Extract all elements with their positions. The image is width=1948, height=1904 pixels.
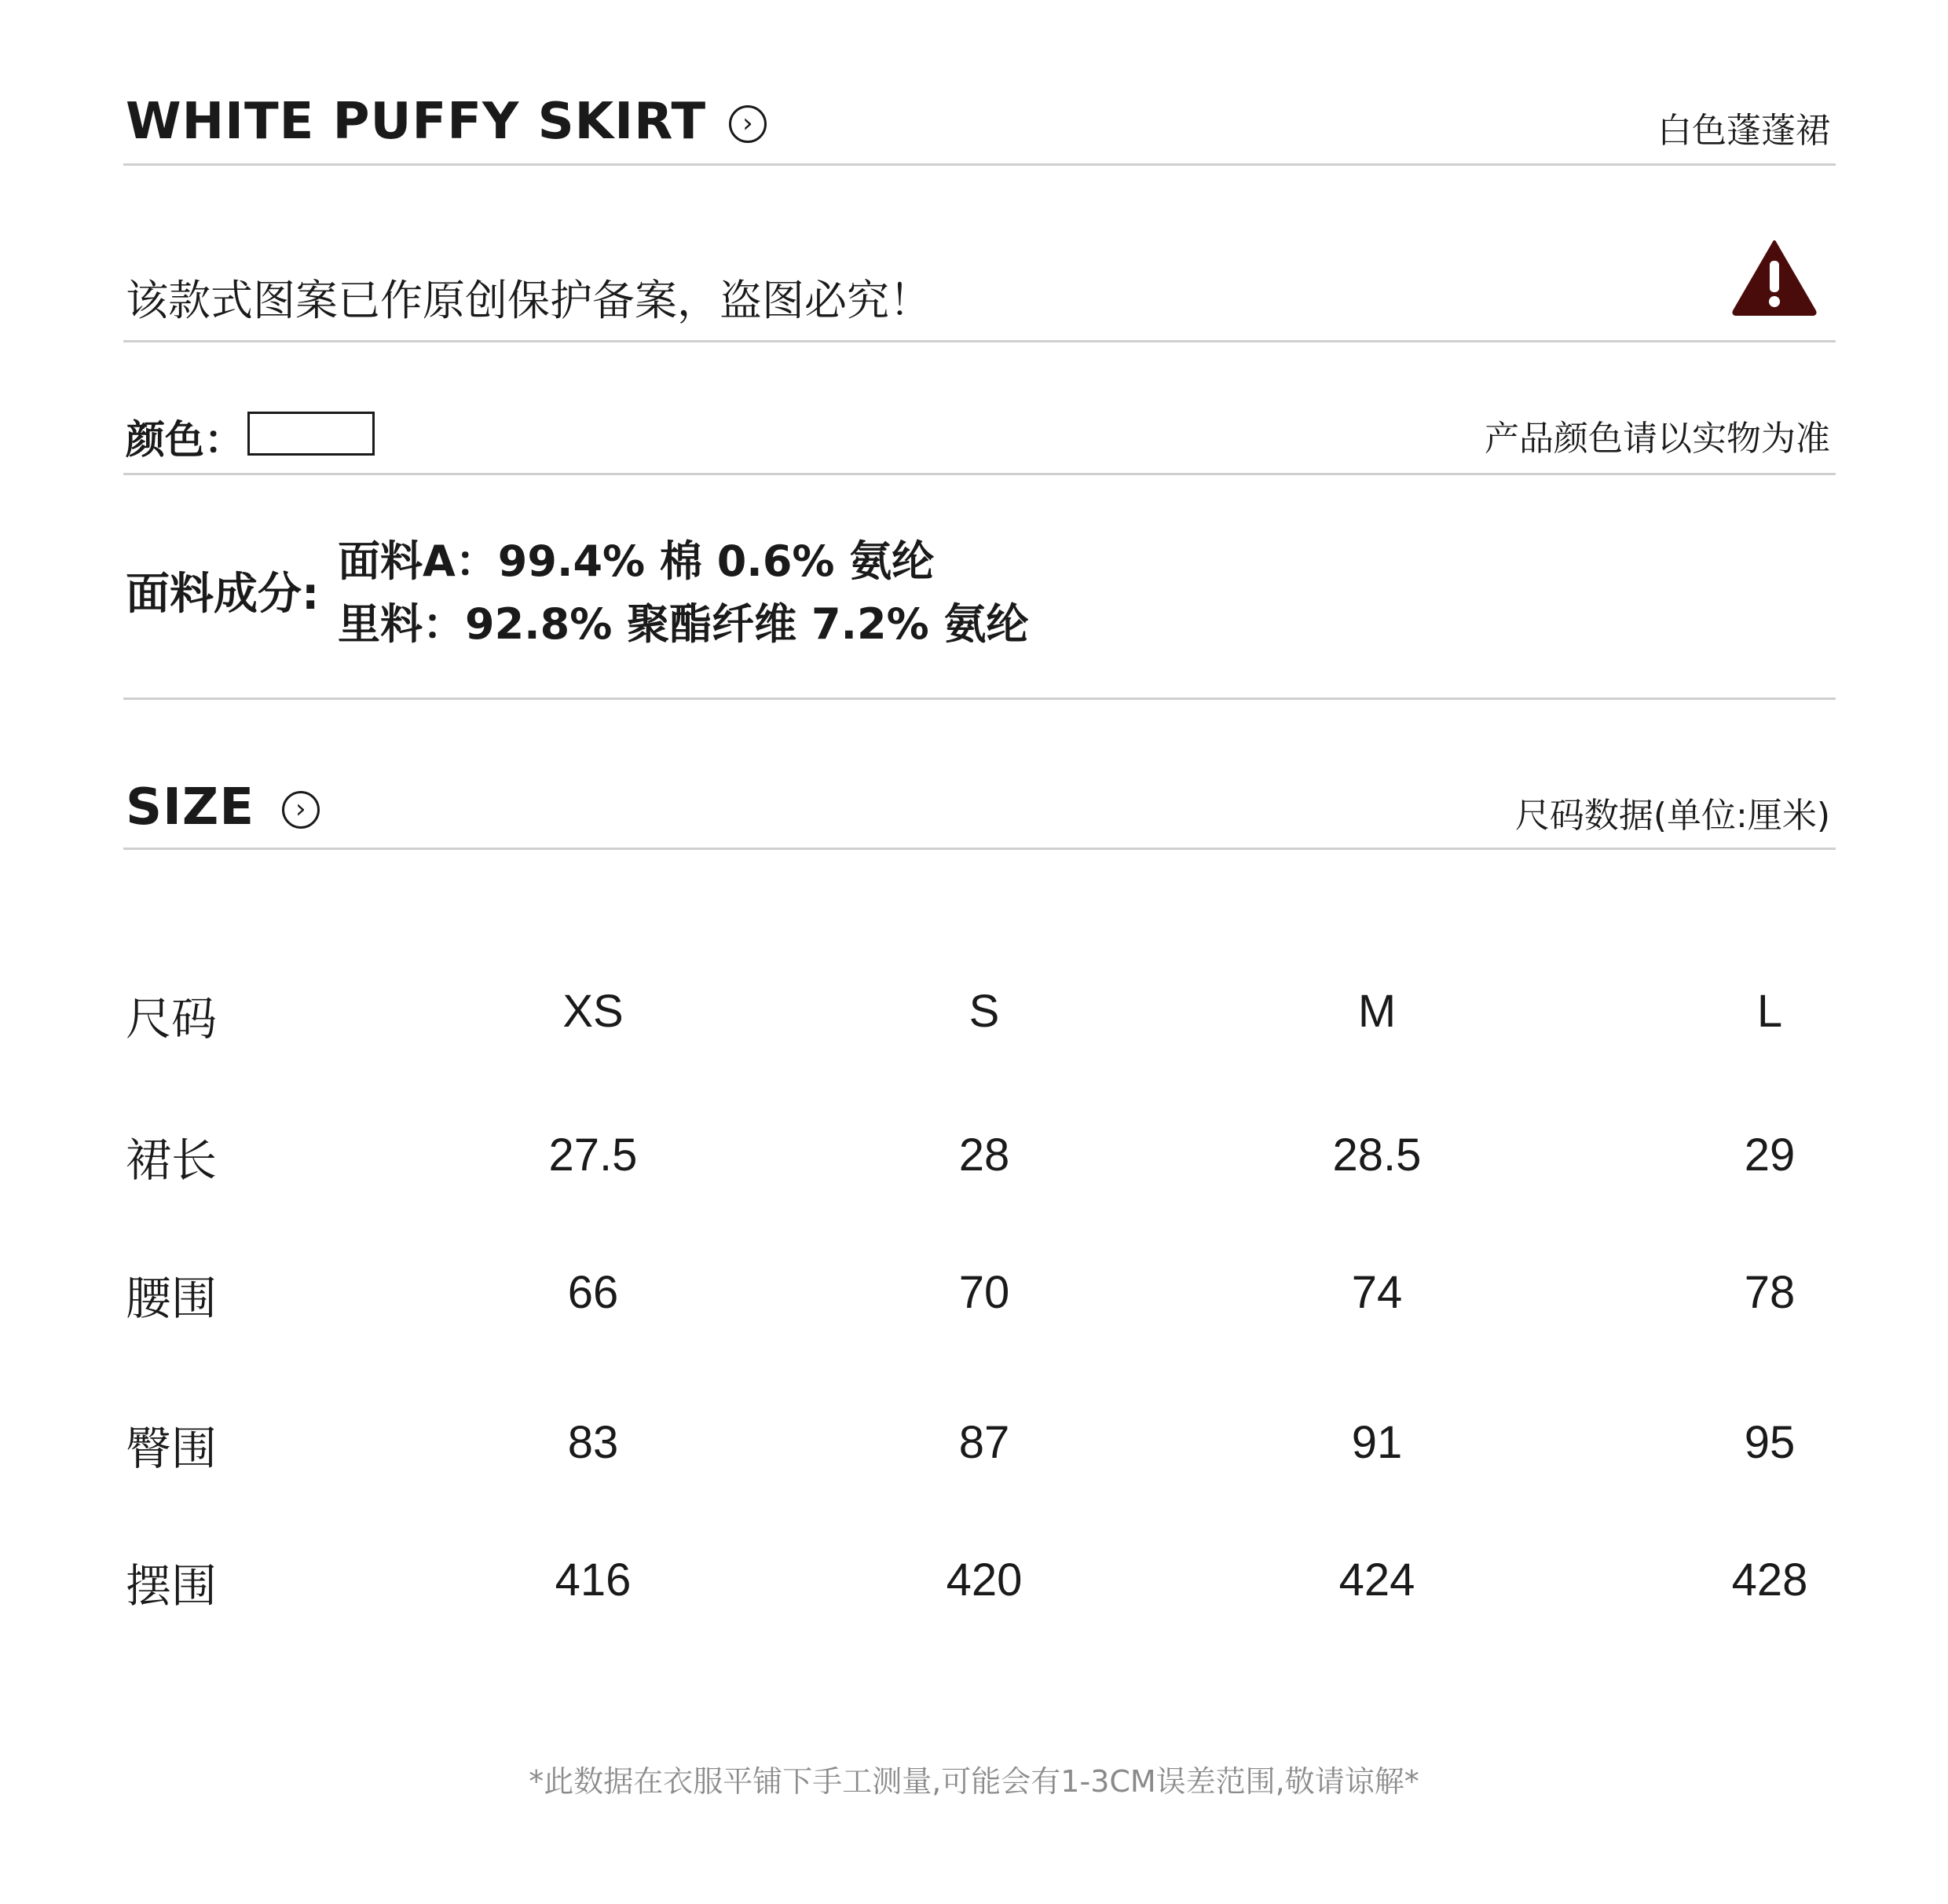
copyright-notice: 该款式图案已作原创保护备案，盗图必究！ bbox=[126, 276, 932, 325]
size-header-l: L bbox=[1756, 986, 1783, 1037]
chevron-right-icon[interactable]: › bbox=[729, 105, 767, 143]
divider bbox=[123, 848, 1836, 850]
table-cell: 83 bbox=[567, 1417, 619, 1468]
table-cell: 91 bbox=[1351, 1417, 1403, 1468]
measurement-footnote: *此数据在衣服平铺下手工测量,可能会有1-3CM误差范围,敬请谅解* bbox=[529, 1764, 1419, 1799]
fabric-label: 面料成分: bbox=[126, 569, 320, 620]
divider bbox=[123, 340, 1836, 342]
table-cell: 95 bbox=[1744, 1417, 1796, 1468]
table-cell: 66 bbox=[567, 1267, 619, 1318]
fabric-line-lining: 里料：92.8% 聚酯纤维 7.2% 氨纶 bbox=[338, 599, 1029, 649]
row-label-length: 裙长 bbox=[126, 1133, 218, 1187]
divider bbox=[123, 163, 1836, 166]
divider bbox=[123, 698, 1836, 700]
table-cell: 70 bbox=[958, 1267, 1010, 1318]
table-cell: 28 bbox=[958, 1130, 1010, 1181]
row-label-waist: 腰围 bbox=[126, 1272, 218, 1325]
size-header-label: 尺码 bbox=[126, 992, 218, 1045]
table-cell: 424 bbox=[1338, 1554, 1415, 1606]
table-cell: 420 bbox=[946, 1554, 1023, 1606]
size-header-s: S bbox=[969, 986, 1000, 1037]
product-title bbox=[126, 93, 767, 151]
size-unit-note: 尺码数据(单位:厘米) bbox=[1514, 796, 1830, 836]
table-cell: 29 bbox=[1744, 1130, 1796, 1181]
product-title-text: WHITE PUFFY SKIRT bbox=[126, 93, 707, 151]
table-cell: 74 bbox=[1351, 1267, 1403, 1318]
color-swatch bbox=[247, 412, 375, 456]
row-label-hem: 摆围 bbox=[126, 1559, 218, 1613]
row-label-hip: 臀围 bbox=[126, 1422, 218, 1475]
table-cell: 27.5 bbox=[548, 1130, 638, 1181]
size-title bbox=[126, 778, 320, 837]
size-header-xs: XS bbox=[562, 986, 624, 1037]
table-cell: 78 bbox=[1744, 1267, 1796, 1318]
product-title-cn: 白色蓬蓬裙 bbox=[1657, 111, 1830, 151]
table-cell: 428 bbox=[1731, 1554, 1808, 1606]
divider bbox=[123, 473, 1836, 475]
table-cell: 416 bbox=[555, 1554, 632, 1606]
table-cell: 28.5 bbox=[1332, 1130, 1422, 1181]
warning-icon bbox=[1731, 237, 1818, 316]
size-title-text: SIZE bbox=[126, 778, 255, 837]
color-note: 产品颜色请以实物为准 bbox=[1485, 419, 1830, 459]
color-label: 颜色： bbox=[126, 417, 244, 463]
fabric-line-outer: 面料A：99.4% 棉 0.6% 氨纶 bbox=[338, 536, 935, 586]
chevron-right-icon[interactable]: › bbox=[282, 791, 320, 829]
size-header-m: M bbox=[1357, 986, 1397, 1037]
table-cell: 87 bbox=[958, 1417, 1010, 1468]
